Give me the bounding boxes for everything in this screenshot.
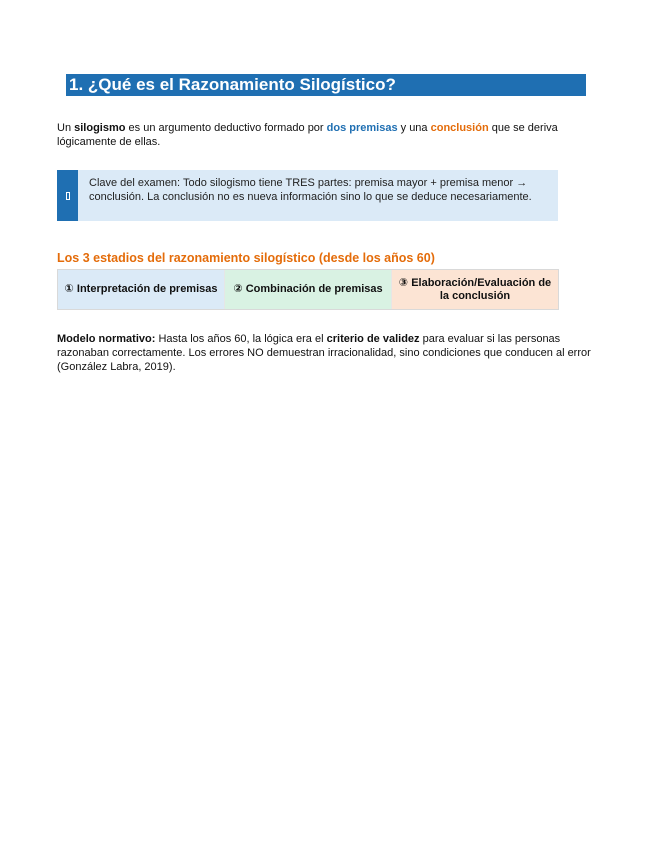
stage-2-number: ②	[233, 283, 243, 295]
stage-1-cell	[58, 270, 224, 309]
stage-2-cell	[224, 270, 391, 309]
stages-title: Los 3 estadios del razonamiento silogístico (desde los años 60)	[57, 251, 435, 265]
term-silogismo: silogismo	[74, 122, 126, 134]
exam-key-callout	[57, 170, 558, 221]
model-text-2: para evaluar si las personas razonaban correctamente. Los errores NO demuestran irracionalidad, sino condiciones que conducen al error (González Labra, 2019).	[57, 333, 591, 373]
stage-2-label: Combinación de premisas	[245, 283, 383, 295]
model-text-1: Hasta los años 60, la lógica era el	[155, 333, 327, 345]
stage-3-number: ③	[398, 276, 409, 289]
intro-text-3: y una	[397, 122, 431, 134]
term-dos-premisas: dos premisas	[326, 122, 398, 134]
stage-3-cell	[391, 270, 558, 309]
intro-text-2: es un argumento deductivo formado por	[125, 122, 327, 134]
intro-paragraph	[57, 121, 605, 149]
intro-text-1: Un	[57, 122, 75, 134]
intro-text-4: que se deriva lógicamente de ellas.	[57, 122, 558, 148]
callout-accent-bar	[57, 170, 78, 221]
info-icon	[66, 192, 70, 200]
term-criterio-validez: criterio de validez	[326, 333, 420, 345]
section-heading: 1. ¿Qué es el Razonamiento Silogístico?	[66, 74, 586, 96]
normative-model-paragraph	[57, 332, 605, 374]
stage-3-label: Elaboración/Evaluación de la conclusión	[411, 276, 552, 302]
model-label: Modelo normativo:	[57, 333, 156, 345]
stage-1-number: ①	[64, 283, 74, 295]
term-conclusion: conclusión	[430, 122, 489, 134]
stage-1-label: Interpretación de premisas	[76, 283, 218, 295]
stages-table	[57, 269, 559, 310]
callout-text: Clave del examen: Todo silogismo tiene TRES partes: premisa mayor + premisa menor → conclusión. La conclusión no es nueva información sino lo que se deduce necesariamente.	[89, 177, 532, 203]
